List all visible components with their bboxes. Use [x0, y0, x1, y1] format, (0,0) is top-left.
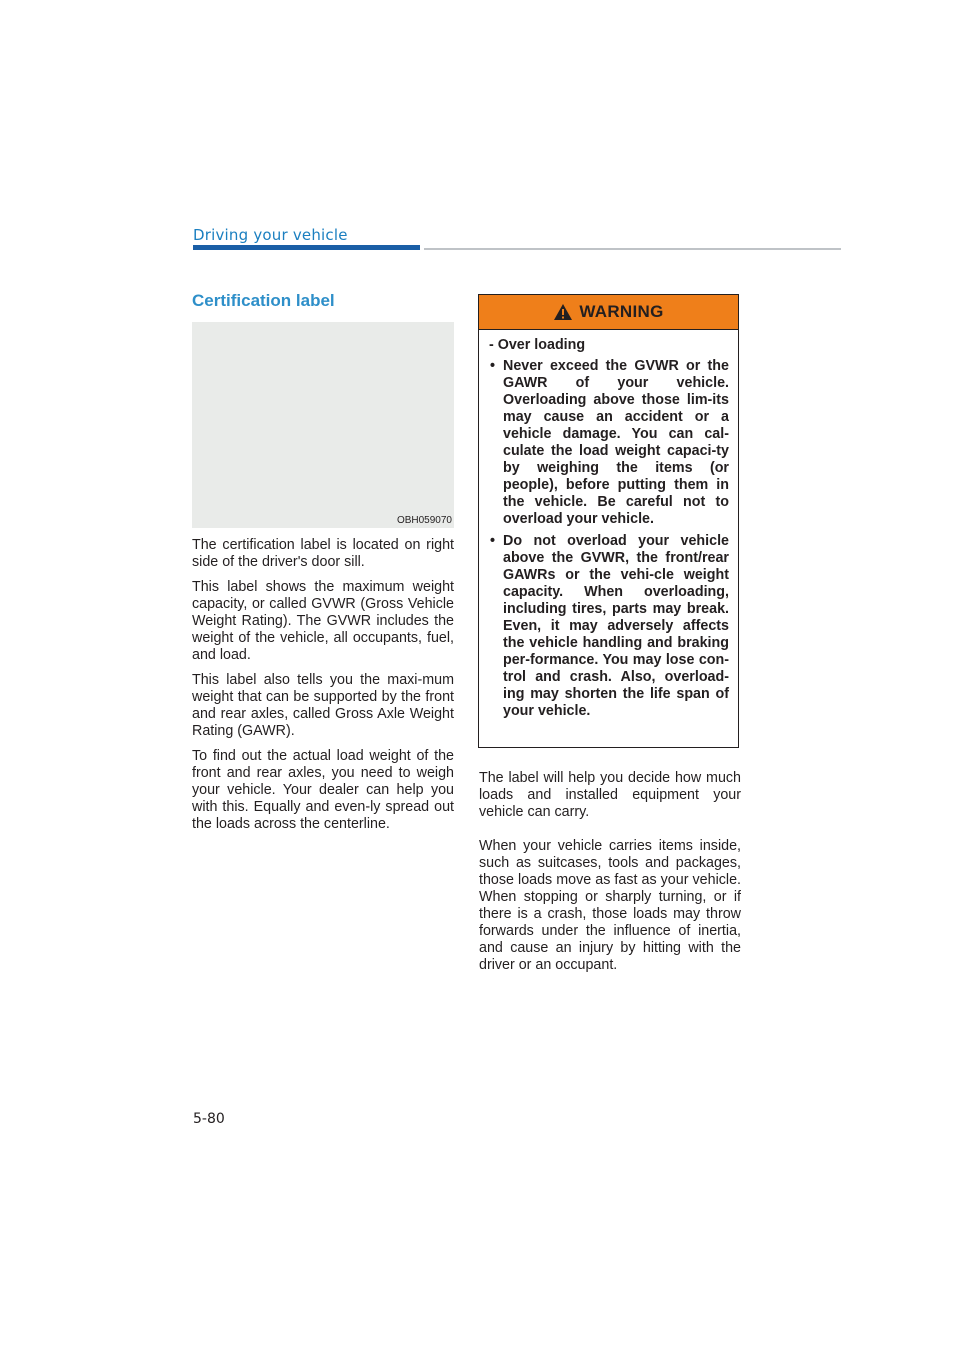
warning-triangle-icon: [553, 303, 573, 321]
paragraph: The label will help you decide how much loads and installed equipment your vehicle can carry.: [479, 770, 741, 820]
header-rule: [424, 248, 841, 250]
section-heading: Certification label: [192, 291, 335, 310]
paragraph: When your vehicle carries items inside, such as suitcases, tools and packages, those loads move as fast as your vehicle. When stopping or sharply turning, or if there is a crash, those loads may throw forwards under the influence of inertia, and cause an injury by hitting with the driver or an occupant.: [479, 838, 741, 973]
right-column-text: [479, 770, 741, 991]
warning-header: [479, 295, 738, 330]
warning-item: [489, 358, 729, 528]
certification-label-figure: [192, 322, 454, 528]
warning-title: WARNING: [579, 302, 664, 321]
paragraph: The certification label is located on right side of the driver's door sill.: [192, 537, 454, 570]
warning-item: [489, 533, 729, 720]
paragraph: This label shows the maximum weight capacity, or called GVWR (Gross Vehicle Weight Rating). The GVWR includes the weight of the vehicle, all occupants, fuel, and load.: [192, 579, 454, 663]
bullet-icon: •: [490, 533, 496, 549]
header-bar-accent: [193, 245, 420, 250]
warning-list: [489, 358, 729, 720]
warning-body: [479, 330, 738, 720]
left-column-text: [192, 537, 454, 841]
warning-box: [478, 294, 739, 748]
warning-item-text: Do not overload your vehicle above the GVWR, the front/rear GAWRs or the vehi-cle weight capacity. When overloading, including tires, parts may break. Even, it may adversely affects the vehicle handling and braking per-formance. You may lose con-trol and crash. Also, overload-ing may shorten the life span of your vehicle.: [503, 533, 729, 719]
page-number: 5-80: [193, 1111, 225, 1127]
warning-intro: - Over loading: [489, 337, 586, 353]
warning-item-text: Never exceed the GVWR or the GAWR of your vehicle. Overloading above those lim-its may cause an accident or a vehicle damage. You can cal-culate the load weight capaci-ty by weighing the items (or people), before putting them in the vehicle. Be careful not to overload your vehicle.: [503, 358, 729, 527]
paragraph: To find out the actual load weight of the front and rear axles, you need to weigh your vehicle. Your dealer can help you with this. Equally and even-ly spread out the loads across the centerline.: [192, 748, 454, 832]
figure-code: OBH059070: [396, 515, 452, 526]
paragraph: This label also tells you the maxi-mum weight that can be supported by the front and rear axles, called Gross Axle Weight Rating (GAWR).: [192, 672, 454, 739]
header-section-title: Driving your vehicle: [193, 226, 348, 244]
bullet-icon: •: [490, 358, 496, 374]
